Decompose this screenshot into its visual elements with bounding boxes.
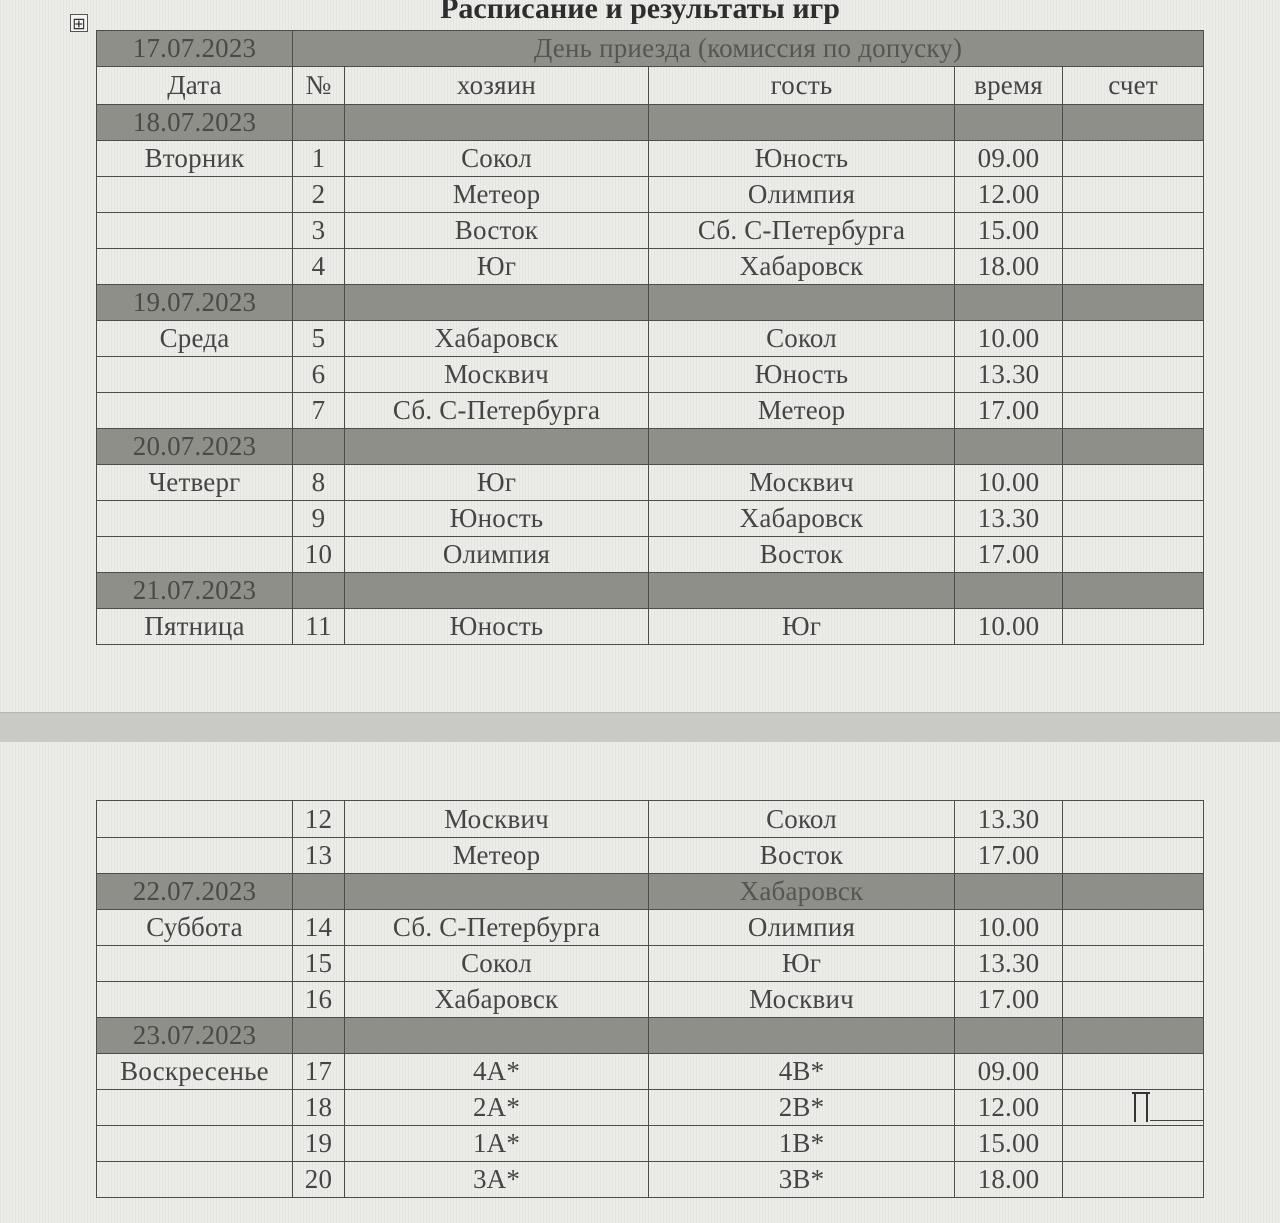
arrival-date-cell[interactable]: 17.07.2023 (97, 31, 293, 67)
game-number-cell[interactable]: 12 (293, 801, 345, 838)
game-row (97, 393, 1204, 429)
home-team-cell[interactable]: 1A* (345, 1126, 649, 1162)
day-date-note-cell[interactable] (649, 1018, 955, 1054)
day-date-home-cell[interactable] (345, 105, 649, 141)
home-team-cell[interactable]: Метеор (345, 838, 649, 874)
guest-team-cell[interactable]: Сокол (649, 801, 955, 838)
day-date-score-cell[interactable] (1063, 1018, 1204, 1054)
game-number-cell[interactable]: 7 (293, 393, 345, 429)
game-time-cell[interactable]: 10.00 (955, 910, 1063, 946)
game-number-cell[interactable]: 18 (293, 1090, 345, 1126)
game-time-cell[interactable]: 09.00 (955, 141, 1063, 177)
game-score-cell[interactable] (1063, 982, 1204, 1018)
day-date-time-cell[interactable] (955, 1018, 1063, 1054)
guest-team-cell[interactable]: 2B* (649, 1090, 955, 1126)
day-date-time-cell[interactable] (955, 429, 1063, 465)
game-row (97, 249, 1204, 285)
game-time-cell[interactable]: 13.30 (955, 357, 1063, 393)
column-header-date[interactable]: Дата (97, 67, 293, 105)
game-row (97, 1090, 1204, 1126)
guest-team-cell[interactable]: Юность (649, 141, 955, 177)
game-time-cell[interactable]: 18.00 (955, 1162, 1063, 1198)
day-date-cell[interactable]: 23.07.2023 (97, 1018, 293, 1054)
weekday-cell[interactable]: Вторник (97, 141, 293, 177)
day-date-home-cell[interactable] (345, 1018, 649, 1054)
schedule-body-page-2 (97, 801, 1204, 1198)
game-time-cell[interactable]: 13.30 (955, 946, 1063, 982)
home-team-cell[interactable]: Хабаровск (345, 321, 649, 357)
schedule-table-page-2 (96, 800, 1204, 1198)
game-number-cell[interactable]: 15 (293, 946, 345, 982)
game-score-cell[interactable] (1063, 393, 1204, 429)
day-date-row (97, 1018, 1204, 1054)
game-row (97, 537, 1204, 573)
weekday-cell[interactable] (97, 982, 293, 1018)
game-row (97, 213, 1204, 249)
weekday-cell[interactable]: Пятница (97, 609, 293, 645)
weekday-cell[interactable] (97, 1126, 293, 1162)
document-title: Расписание и результаты игр (440, 0, 840, 24)
day-date-number-cell[interactable] (293, 285, 345, 321)
game-number-cell[interactable]: 10 (293, 537, 345, 573)
home-team-cell[interactable]: Юг (345, 465, 649, 501)
game-time-cell[interactable]: 13.30 (955, 501, 1063, 537)
day-date-number-cell[interactable] (293, 874, 345, 910)
game-score-cell[interactable] (1063, 537, 1204, 573)
game-time-cell[interactable]: 18.00 (955, 249, 1063, 285)
game-score-cell[interactable] (1063, 321, 1204, 357)
game-time-cell[interactable]: 09.00 (955, 1054, 1063, 1090)
weekday-cell[interactable]: Среда (97, 321, 293, 357)
day-date-row (97, 105, 1204, 141)
day-date-home-cell[interactable] (345, 429, 649, 465)
day-date-score-cell[interactable] (1063, 285, 1204, 321)
day-date-home-cell[interactable] (345, 573, 649, 609)
game-time-cell[interactable]: 13.30 (955, 801, 1063, 838)
weekday-cell[interactable]: Суббота (97, 910, 293, 946)
day-date-score-cell[interactable] (1063, 573, 1204, 609)
guest-team-cell[interactable]: Восток (649, 838, 955, 874)
guest-team-cell[interactable]: Москвич (649, 982, 955, 1018)
day-date-cell[interactable]: 18.07.2023 (97, 105, 293, 141)
home-team-cell[interactable]: Сокол (345, 141, 649, 177)
game-row (97, 141, 1204, 177)
game-number-cell[interactable]: 20 (293, 1162, 345, 1198)
day-date-home-cell[interactable] (345, 874, 649, 910)
day-date-cell[interactable]: 22.07.2023 (97, 874, 293, 910)
column-header-home[interactable]: хозяин (345, 67, 649, 105)
game-time-cell[interactable]: 12.00 (955, 1090, 1063, 1126)
day-date-note-cell[interactable] (649, 105, 955, 141)
weekday-cell[interactable]: Воскресенье (97, 1054, 293, 1090)
game-row (97, 465, 1204, 501)
game-time-cell[interactable]: 15.00 (955, 1126, 1063, 1162)
game-row (97, 357, 1204, 393)
day-date-score-cell[interactable] (1063, 874, 1204, 910)
day-date-note-cell[interactable] (649, 429, 955, 465)
arrival-label-cell[interactable]: День приезда (комиссия по допуску) (293, 31, 1204, 67)
game-time-cell[interactable]: 17.00 (955, 393, 1063, 429)
home-team-cell[interactable]: Москвич (345, 357, 649, 393)
guest-team-cell[interactable]: 4B* (649, 1054, 955, 1090)
game-time-cell[interactable]: 12.00 (955, 177, 1063, 213)
column-header-score[interactable]: счет (1063, 67, 1204, 105)
guest-team-cell[interactable]: Метеор (649, 393, 955, 429)
game-number-cell[interactable]: 16 (293, 982, 345, 1018)
game-score-cell[interactable] (1063, 838, 1204, 874)
home-team-cell[interactable]: Юность (345, 501, 649, 537)
day-date-cell[interactable]: 21.07.2023 (97, 573, 293, 609)
day-date-cell[interactable]: 20.07.2023 (97, 429, 293, 465)
day-date-number-cell[interactable] (293, 429, 345, 465)
guest-team-cell[interactable]: Юг (649, 609, 955, 645)
game-row (97, 946, 1204, 982)
game-score-cell[interactable] (1063, 249, 1204, 285)
day-date-home-cell[interactable] (345, 285, 649, 321)
weekday-cell[interactable] (97, 501, 293, 537)
home-team-cell[interactable]: Метеор (345, 177, 649, 213)
guest-team-cell[interactable]: Олимпия (649, 177, 955, 213)
schedule-table-page-1 (96, 30, 1204, 645)
game-time-cell[interactable]: 10.00 (955, 321, 1063, 357)
game-score-cell[interactable] (1063, 1054, 1204, 1090)
day-date-time-cell[interactable] (955, 105, 1063, 141)
game-number-cell[interactable]: 4 (293, 249, 345, 285)
game-number-cell[interactable]: 19 (293, 1126, 345, 1162)
game-score-cell[interactable] (1063, 801, 1204, 838)
column-header-number[interactable]: № (293, 67, 345, 105)
weekday-cell[interactable] (97, 801, 293, 838)
weekday-cell[interactable]: Четверг (97, 465, 293, 501)
weekday-cell[interactable] (97, 537, 293, 573)
weekday-cell[interactable] (97, 393, 293, 429)
day-date-cell[interactable]: 19.07.2023 (97, 285, 293, 321)
game-row (97, 1162, 1204, 1198)
guest-team-cell[interactable]: Сб. С-Петербурга (649, 213, 955, 249)
weekday-cell[interactable] (97, 838, 293, 874)
weekday-cell[interactable] (97, 1162, 293, 1198)
home-team-cell[interactable]: 4A* (345, 1054, 649, 1090)
game-number-cell[interactable]: 3 (293, 213, 345, 249)
weekday-cell[interactable] (97, 1090, 293, 1126)
game-time-cell[interactable]: 10.00 (955, 465, 1063, 501)
guest-team-cell[interactable]: Хабаровск (649, 249, 955, 285)
game-number-cell[interactable]: 9 (293, 501, 345, 537)
schedule-body-page-1 (97, 105, 1204, 645)
home-team-cell[interactable]: Сб. С-Петербурга (345, 393, 649, 429)
day-date-row (97, 429, 1204, 465)
game-number-cell[interactable]: 13 (293, 838, 345, 874)
home-team-cell[interactable]: Юность (345, 609, 649, 645)
game-row (97, 910, 1204, 946)
day-date-row (97, 285, 1204, 321)
weekday-cell[interactable] (97, 357, 293, 393)
game-score-cell[interactable] (1063, 946, 1204, 982)
guest-team-cell[interactable]: Юг (649, 946, 955, 982)
game-row (97, 838, 1204, 874)
page-break-gap (0, 712, 1280, 744)
home-team-cell[interactable]: Хабаровск (345, 982, 649, 1018)
weekday-cell[interactable] (97, 213, 293, 249)
game-row (97, 177, 1204, 213)
game-number-cell[interactable]: 17 (293, 1054, 345, 1090)
game-time-cell[interactable]: 17.00 (955, 838, 1063, 874)
game-time-cell[interactable]: 10.00 (955, 609, 1063, 645)
game-row (97, 982, 1204, 1018)
day-date-note-cell[interactable] (649, 573, 955, 609)
guest-team-cell[interactable]: Восток (649, 537, 955, 573)
day-date-note-cell[interactable]: Хабаровск (649, 874, 955, 910)
column-header-time[interactable]: время (955, 67, 1063, 105)
guest-team-cell[interactable]: Олимпия (649, 910, 955, 946)
game-time-cell[interactable]: 17.00 (955, 982, 1063, 1018)
home-team-cell[interactable]: Сокол (345, 946, 649, 982)
column-header-guest[interactable]: гость (649, 67, 955, 105)
day-date-time-cell[interactable] (955, 285, 1063, 321)
home-team-cell[interactable]: 2A* (345, 1090, 649, 1126)
game-row (97, 801, 1204, 838)
game-row (97, 1126, 1204, 1162)
home-team-cell[interactable]: Олимпия (345, 537, 649, 573)
game-score-cell[interactable] (1063, 609, 1204, 645)
game-score-cell[interactable] (1063, 501, 1204, 537)
column-header-row (97, 67, 1204, 105)
day-date-time-cell[interactable] (955, 874, 1063, 910)
guest-team-cell[interactable]: 1B* (649, 1126, 955, 1162)
day-date-number-cell[interactable] (293, 105, 345, 141)
game-score-cell[interactable] (1063, 357, 1204, 393)
day-date-row (97, 573, 1204, 609)
guest-team-cell[interactable]: Юность (649, 357, 955, 393)
day-date-time-cell[interactable] (955, 573, 1063, 609)
game-number-cell[interactable]: 11 (293, 609, 345, 645)
game-score-cell[interactable] (1063, 141, 1204, 177)
guest-team-cell[interactable]: Сокол (649, 321, 955, 357)
game-number-cell[interactable]: 1 (293, 141, 345, 177)
game-score-cell[interactable] (1063, 1126, 1204, 1162)
day-date-score-cell[interactable] (1063, 105, 1204, 141)
day-date-number-cell[interactable] (293, 573, 345, 609)
game-number-cell[interactable]: 14 (293, 910, 345, 946)
move-cross-icon[interactable]: ⊞ (70, 14, 88, 32)
game-number-cell[interactable]: 6 (293, 357, 345, 393)
guest-team-cell[interactable]: 3B* (649, 1162, 955, 1198)
game-number-cell[interactable]: 5 (293, 321, 345, 357)
game-row (97, 609, 1204, 645)
home-team-cell[interactable]: Восток (345, 213, 649, 249)
guest-team-cell[interactable]: Москвич (649, 465, 955, 501)
home-team-cell[interactable]: 3A* (345, 1162, 649, 1198)
day-date-number-cell[interactable] (293, 1018, 345, 1054)
day-date-score-cell[interactable] (1063, 429, 1204, 465)
game-time-cell[interactable]: 15.00 (955, 213, 1063, 249)
game-row (97, 1054, 1204, 1090)
game-score-cell[interactable] (1063, 177, 1204, 213)
weekday-cell[interactable] (97, 946, 293, 982)
weekday-cell[interactable] (97, 249, 293, 285)
text-cursor-icon (1134, 1092, 1204, 1122)
game-number-cell[interactable]: 2 (293, 177, 345, 213)
home-team-cell[interactable]: Москвич (345, 801, 649, 838)
guest-team-cell[interactable]: Хабаровск (649, 501, 955, 537)
game-score-cell[interactable] (1063, 910, 1204, 946)
game-row (97, 501, 1204, 537)
game-row (97, 321, 1204, 357)
game-score-cell[interactable] (1063, 213, 1204, 249)
game-score-cell[interactable] (1063, 1162, 1204, 1198)
game-number-cell[interactable]: 8 (293, 465, 345, 501)
home-team-cell[interactable]: Юг (345, 249, 649, 285)
weekday-cell[interactable] (97, 177, 293, 213)
game-time-cell[interactable]: 17.00 (955, 537, 1063, 573)
game-score-cell[interactable] (1063, 465, 1204, 501)
arrival-day-row (97, 31, 1204, 67)
home-team-cell[interactable]: Сб. С-Петербурга (345, 910, 649, 946)
day-date-row (97, 874, 1204, 910)
day-date-note-cell[interactable] (649, 285, 955, 321)
